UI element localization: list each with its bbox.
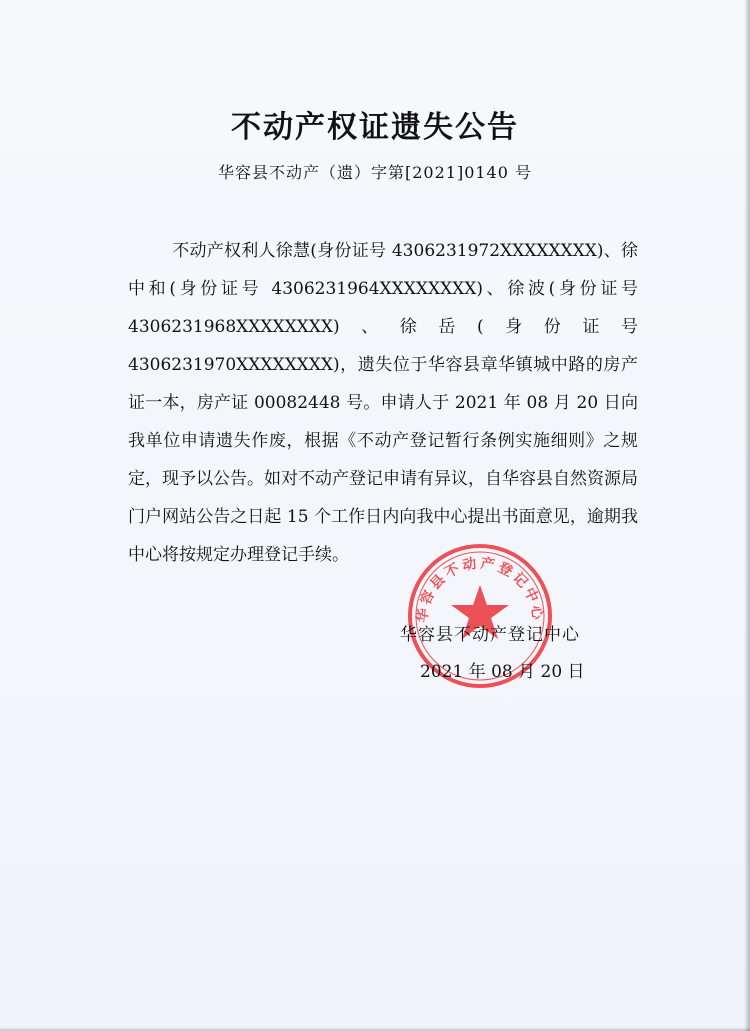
signer: 华容县不动产登记中心: [400, 625, 580, 645]
seal-text: 华容县不动产登记中心: [414, 555, 546, 624]
scan-bottom-shadow: [0, 1027, 750, 1031]
document-title: 不动产权证遗失公告: [231, 110, 519, 145]
signing-date: 2021 年 08 月 20 日: [420, 662, 585, 682]
announcement-body: [128, 232, 638, 574]
announcement-text: 不动产权利人徐慧(身份证号 4306231972XXXXXXXX)、徐中和(身份证号 4306231964XXXXXXXX)、徐波(身份证号 4306231968XXXXXXXX)、徐岳(身份证号 4306231970XXXXXXXX)，遗失位于华容县章华镇城中路的房产证一本，房产证 00082448 号。申请人于 2021 年 08 月 20 日向我单位申请遗失作废，根据《不动产登记暂行条例实施细则》之规定，现予以公告。如对不动产登记申请有异议，自华容县自然资源局门户网站公告之日起 15 个工作日内向我中心提出书面意见，逾期我中心将按规定办理登记手续。: [128, 241, 638, 565]
document-number: 华容县不动产（遗）字第[2021]0140 号: [217, 163, 532, 182]
announcement-paragraph: [128, 232, 638, 574]
scan-edge-shadow: [744, 0, 750, 1031]
